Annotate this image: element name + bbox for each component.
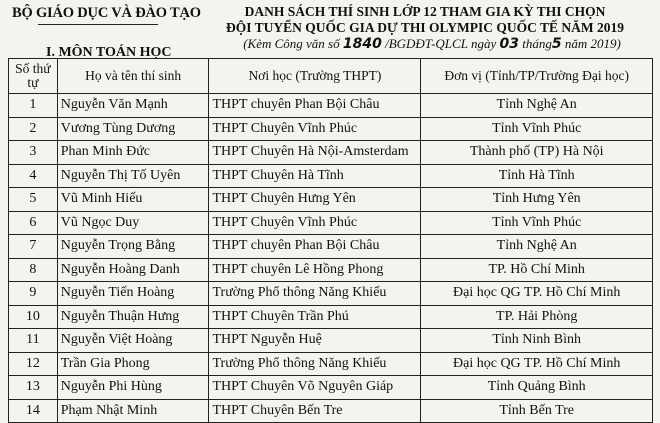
subtitle-month-label: tháng (518, 36, 552, 51)
candidate-name: Phan Minh Đức (57, 141, 209, 165)
candidate-name: Vương Tùng Dương (57, 117, 209, 141)
row-index: 13 (9, 376, 58, 400)
row-index: 5 (9, 188, 58, 212)
unit-name: Thành phố (TP) Hà Nội (421, 141, 653, 165)
subtitle-middle: /BGDĐT-QLCL ngày (381, 36, 500, 51)
unit-name: Tỉnh Vĩnh Phúc (421, 117, 653, 141)
document-title-line2: ĐỘI TUYỂN QUỐC GIA DỰ THI OLYMPIC QUỐC TẾ NĂM 2019 (225, 20, 625, 35)
table-row (9, 235, 653, 259)
table-row (9, 211, 653, 235)
unit-name: Tỉnh Ninh Bình (421, 329, 653, 353)
school-name: THPT chuyên Phan Bội Châu (209, 235, 421, 259)
document-title-line1: DANH SÁCH THÍ SINH LỚP 12 THAM GIA KỲ THI CHỌN (244, 4, 606, 19)
unit-name: Tỉnh Nghệ An (421, 94, 653, 118)
school-name: THPT chuyên Lê Hồng Phong (209, 258, 421, 282)
school-name: THPT Nguyễn Huệ (209, 329, 421, 353)
school-name: THPT Chuyên Hưng Yên (209, 188, 421, 212)
candidate-table (8, 58, 653, 423)
table-row (9, 329, 653, 353)
subtitle-prefix: (Kèm Công văn số (243, 36, 343, 51)
candidate-name: Vũ Minh Hiếu (57, 188, 209, 212)
header-name: Họ và tên thí sinh (57, 59, 209, 94)
school-name: Trường Phổ thông Năng Khiếu (209, 282, 421, 306)
school-name: Trường Phổ thông Năng Khiếu (209, 352, 421, 376)
row-index: 7 (9, 235, 58, 259)
candidate-name: Trần Gia Phong (57, 352, 209, 376)
candidate-name: Nguyễn Việt Hoàng (57, 329, 209, 353)
header-index: Số thứ tự (9, 59, 58, 94)
table-row (9, 164, 653, 188)
header-unit: Đơn vị (Tỉnh/TP/Trường Đại học) (421, 59, 653, 94)
candidate-name: Nguyễn Trọng Bằng (57, 235, 209, 259)
row-index: 4 (9, 164, 58, 188)
section-title: I. MÔN TOÁN HỌC (46, 45, 172, 60)
table-header-row (9, 59, 653, 94)
doc-number: 1840 (342, 36, 382, 52)
ministry-name: BỘ GIÁO DỤC VÀ ĐÀO TẠO (12, 5, 201, 21)
row-index: 14 (9, 399, 58, 423)
school-name: THPT chuyên Phan Bội Châu (209, 94, 421, 118)
unit-name: Tỉnh Hưng Yên (421, 188, 653, 212)
school-name: THPT Chuyên Võ Nguyên Giáp (209, 376, 421, 400)
table-row (9, 94, 653, 118)
unit-name: Tỉnh Quảng Bình (421, 376, 653, 400)
row-index: 8 (9, 258, 58, 282)
school-name: THPT Chuyên Hà Tĩnh (209, 164, 421, 188)
table-row (9, 376, 653, 400)
table-row (9, 141, 653, 165)
table-row (9, 258, 653, 282)
candidate-name: Vũ Ngọc Duy (57, 211, 209, 235)
school-name: THPT Chuyên Trần Phú (209, 305, 421, 329)
table-row (9, 399, 653, 423)
unit-name: Đại học QG TP. Hồ Chí Minh (421, 352, 653, 376)
unit-name: Tỉnh Hà Tĩnh (421, 164, 653, 188)
row-index: 11 (9, 329, 58, 353)
doc-month: 5 (551, 36, 562, 52)
candidate-name: Nguyễn Tiến Hoàng (57, 282, 209, 306)
table-row (9, 117, 653, 141)
ministry-underline (38, 24, 158, 25)
row-index: 1 (9, 94, 58, 118)
header-school: Nơi học (Trường THPT) (209, 59, 421, 94)
table-row (9, 282, 653, 306)
table-row (9, 305, 653, 329)
document-subtitle (222, 36, 642, 52)
doc-day: 03 (499, 36, 519, 52)
table-row (9, 352, 653, 376)
row-index: 9 (9, 282, 58, 306)
candidate-name: Nguyễn Phi Hùng (57, 376, 209, 400)
candidate-name: Nguyễn Hoàng Danh (57, 258, 209, 282)
candidate-name: Nguyễn Thuận Hưng (57, 305, 209, 329)
row-index: 6 (9, 211, 58, 235)
row-index: 2 (9, 117, 58, 141)
table-row (9, 188, 653, 212)
subtitle-suffix: năm 2019) (561, 36, 621, 51)
candidate-name: Nguyễn Văn Mạnh (57, 94, 209, 118)
unit-name: Tỉnh Vĩnh Phúc (421, 211, 653, 235)
school-name: THPT Chuyên Vĩnh Phúc (209, 117, 421, 141)
unit-name: TP. Hải Phòng (421, 305, 653, 329)
unit-name: TP. Hồ Chí Minh (421, 258, 653, 282)
row-index: 12 (9, 352, 58, 376)
candidate-name: Phạm Nhật Minh (57, 399, 209, 423)
unit-name: Tỉnh Nghệ An (421, 235, 653, 259)
unit-name: Tỉnh Bến Tre (421, 399, 653, 423)
school-name: THPT Chuyên Vĩnh Phúc (209, 211, 421, 235)
row-index: 10 (9, 305, 58, 329)
unit-name: Đại học QG TP. Hồ Chí Minh (421, 282, 653, 306)
row-index: 3 (9, 141, 58, 165)
school-name: THPT Chuyên Hà Nội-Amsterdam (209, 141, 421, 165)
candidate-name: Nguyễn Thị Tố Uyên (57, 164, 209, 188)
school-name: THPT Chuyên Bến Tre (209, 399, 421, 423)
